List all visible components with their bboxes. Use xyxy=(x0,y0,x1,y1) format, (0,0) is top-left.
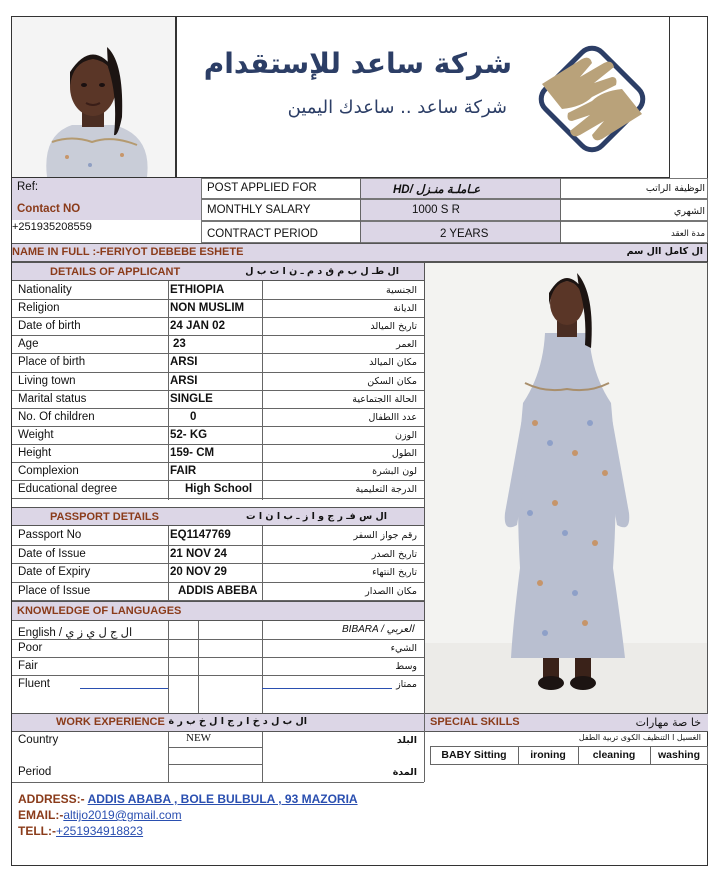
lang-poor-ar: الشيء xyxy=(390,643,417,654)
applicant-row-value: ARSI xyxy=(170,374,198,387)
applicant-row-ar: الحالة االجتماعية xyxy=(352,393,417,405)
skill-cell: cleaning xyxy=(592,749,636,761)
passport-row-value: EQ1147769 xyxy=(170,529,231,541)
ref-cell xyxy=(12,178,201,198)
applicant-row-label: Date of birth xyxy=(18,320,81,333)
applicant-row-ar: تاريخ الميالد xyxy=(370,321,417,333)
passport-title: PASSPORT DETAILS xyxy=(50,511,159,523)
contact-value: +251935208559 xyxy=(12,221,92,233)
email-link[interactable]: altijo2019@gmail.com xyxy=(63,808,182,822)
lang-poor: Poor xyxy=(18,642,43,654)
applicant-row-ar: العمر xyxy=(396,339,417,351)
company-banner xyxy=(176,16,670,178)
applicant-row-ar: الوزن xyxy=(394,429,417,441)
contract-value: 2 YEARS xyxy=(440,228,489,240)
company-name: شركة ساعد للإستقدام xyxy=(203,47,512,80)
experience-period-label: Period xyxy=(18,766,52,778)
skill-cell: washing xyxy=(657,749,700,761)
salary-value-cell xyxy=(360,200,560,220)
email-label: EMAIL:- xyxy=(18,808,64,822)
salary-label: MONTHLY SALARY xyxy=(207,204,311,216)
passport-row-label: Place of Issue xyxy=(18,584,91,597)
applicant-row-ar: لون البشرة xyxy=(372,466,417,477)
applicant-row-value: 52- KG xyxy=(170,428,208,441)
lang-arabic: BIBARA / العربي xyxy=(342,624,414,635)
lang-english: English / ال ج ل ي ز ي xyxy=(18,627,133,639)
applicant-row-value: High School xyxy=(185,483,253,496)
passport-row-value: ADDIS ABEBA xyxy=(178,584,258,597)
applicant-row-label: Nationality xyxy=(18,284,72,296)
address-line xyxy=(18,792,358,806)
passport-row-label: Date of Issue xyxy=(18,547,86,560)
applicant-row-label: No. Of children xyxy=(18,410,95,423)
applicant-row-label: Age xyxy=(18,338,39,351)
skills-ar-labels: الغسيل ا التنظيف الكوى تربية الطفل xyxy=(578,733,701,742)
applicant-row-value: ETHIOPIA xyxy=(170,284,225,296)
tel-link[interactable]: +251934918823 xyxy=(56,824,144,838)
experience-title-ar: ال ب ل د خ ا ر ج ا ل خ ب ر ة xyxy=(168,716,307,727)
passport-row-ar: تاريخ النتهاء xyxy=(372,567,417,578)
applicant-title-ar: ال طـ ل ب م ق د م ـ ن ا ت ب ل xyxy=(245,266,399,277)
full-name-ar: ال كامل اال سم xyxy=(626,246,703,257)
applicant-row-value: 24 JAN 02 xyxy=(170,320,225,333)
experience-title: WORK EXPERIENCE xyxy=(56,716,165,728)
applicant-row-label: Marital status xyxy=(18,392,87,405)
lang-fair: Fair xyxy=(18,660,38,672)
applicant-row-label: Living town xyxy=(18,374,76,387)
skills-title-ar: خا صة مهارات xyxy=(635,716,701,729)
applicant-row-ar: مكان الميالد xyxy=(369,357,417,369)
passport-row-ar: رقم جواز السفر xyxy=(353,530,417,541)
applicant-row-value: ARSI xyxy=(170,356,198,369)
applicant-row-label: Educational degree xyxy=(18,483,118,496)
contract-ar: مدة العقد xyxy=(671,229,705,239)
experience-country-ar: البلد xyxy=(396,735,417,746)
applicant-row-label: Height xyxy=(18,446,52,459)
applicant-row-value: NON MUSLIM xyxy=(170,302,245,315)
contract-label: CONTRACT PERIOD xyxy=(207,228,318,240)
post-ar: الوظيفة الراتب xyxy=(645,183,705,194)
experience-country-label: Country xyxy=(18,734,59,746)
post-label: POST APPLIED FOR xyxy=(207,182,317,194)
applicant-row-ar: مكان السكن xyxy=(367,375,417,387)
applicant-title: DETAILS OF APPLICANT xyxy=(50,266,181,278)
full-name: NAME IN FULL :-FERIYOT DEBEBE ESHETE xyxy=(12,246,244,258)
hands-logo-icon xyxy=(522,29,662,169)
applicant-row-ar: الدرجة التعليمية xyxy=(355,484,417,496)
passport-row-value: 21 NOV 24 xyxy=(170,547,227,560)
salary-ar: الشهري xyxy=(673,206,705,217)
lang-fluent: Fluent xyxy=(18,678,50,690)
applicant-row-value: 23 xyxy=(173,338,186,351)
post-value: HD/ عـاملـة منـزل xyxy=(393,184,481,196)
lang-fluent-ar: ممتاز xyxy=(396,679,417,690)
tel-label: TELL:- xyxy=(18,824,56,838)
applicant-row-value: 159- CM xyxy=(170,446,215,459)
ref-label: Ref: xyxy=(17,181,39,193)
address-value[interactable]: ADDIS ABABA , BOLE BULBULA , 93 MAZORIA xyxy=(87,792,358,806)
applicant-row-value: 0 xyxy=(190,410,197,423)
applicant-row-ar: عدد االطفال xyxy=(368,411,417,423)
tel-line xyxy=(18,824,143,838)
applicant-portrait xyxy=(11,16,176,178)
applicant-row-ar: الطول xyxy=(391,447,417,459)
applicant-row-value: SINGLE xyxy=(170,392,213,405)
passport-row-label: Passport No xyxy=(18,529,82,541)
experience-country-value: NEW xyxy=(186,732,212,744)
applicant-row-ar: الديانة xyxy=(393,303,417,315)
applicant-full-photo xyxy=(424,262,708,714)
contact-label: Contact NO xyxy=(17,203,81,215)
applicant-row-label: Place of birth xyxy=(18,356,86,369)
passport-title-ar: ال س فـ ر ج و ا ز ـ ب ا ن ا ت xyxy=(246,511,387,522)
address-label: ADDRESS:- xyxy=(18,792,85,806)
applicant-row-label: Weight xyxy=(18,428,54,441)
languages-title: KNOWLEDGE OF LANGUAGES xyxy=(17,605,182,617)
applicant-row-ar: الجنسية xyxy=(386,285,417,296)
lang-fair-ar: وسط xyxy=(395,661,417,672)
passport-row-ar: تاريخ الصدر xyxy=(371,548,417,560)
company-tagline: شركة ساعد .. ساعدك اليمين xyxy=(287,97,507,118)
experience-period-ar: المدة xyxy=(392,767,417,778)
passport-row-label: Date of Expiry xyxy=(18,566,91,578)
passport-row-ar: مكان االصدار xyxy=(365,585,417,597)
applicant-row-label: Religion xyxy=(18,302,60,315)
applicant-row-label: Complexion xyxy=(18,465,79,477)
salary-value: 1000 S R xyxy=(412,204,460,216)
applicant-row-value: FAIR xyxy=(170,465,197,477)
skill-cell: BABY Sitting xyxy=(441,749,507,761)
skill-cell: ironing xyxy=(530,749,566,761)
passport-row-value: 20 NOV 29 xyxy=(170,566,227,578)
email-line xyxy=(18,808,182,822)
skills-title: SPECIAL SKILLS xyxy=(430,716,520,728)
